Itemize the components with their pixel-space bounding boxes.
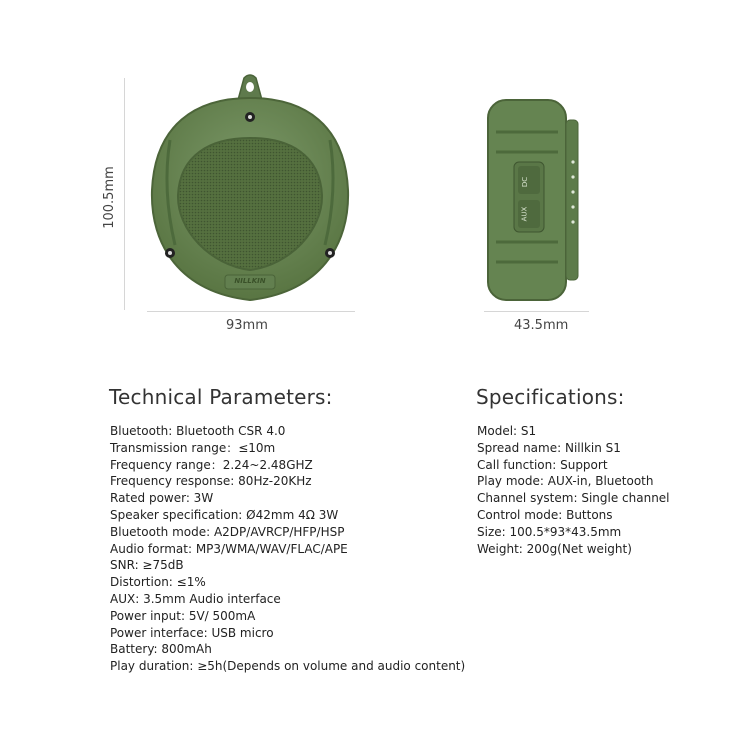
specifications-item: Control mode: Buttons — [477, 507, 613, 522]
technical-item: Rated power: 3W — [110, 491, 214, 506]
specifications-item: Play mode: AUX-in, Bluetooth — [477, 474, 654, 489]
technical-item: Speaker specification: Ø42mm 4Ω 3W — [110, 507, 339, 522]
technical-item: Play duration: ≥5h(Depends on volume and audio content) — [110, 659, 466, 674]
height-dimension-label: 100.5mm — [101, 166, 117, 229]
brand-mark: NILLKIN — [234, 277, 266, 285]
technical-item: Bluetooth mode: A2DP/AVRCP/HFP/HSP — [110, 524, 345, 539]
speaker-front-image — [140, 70, 360, 310]
technical-item: Power input: 5V/ 500mA — [110, 608, 256, 623]
specifications-item: Spread name: Nillkin S1 — [477, 440, 621, 455]
technical-item: Audio format: MP3/WMA/WAV/FLAC/APE — [110, 541, 348, 556]
technical-parameters-title: Technical Parameters: — [109, 385, 333, 409]
side-label-dc: DC — [521, 176, 530, 188]
technical-item: Power interface: USB micro — [110, 625, 274, 640]
specifications-item: Call function: Support — [477, 457, 608, 472]
specifications-list — [477, 423, 670, 557]
technical-item: Frequency response: 80Hz-20KHz — [110, 474, 312, 489]
speaker-side-image — [478, 92, 598, 307]
width-dimension-line — [147, 311, 355, 312]
specifications-item: Channel system: Single channel — [477, 491, 670, 506]
technical-item: Frequency range：2.24~2.48GHZ — [110, 457, 313, 472]
depth-dimension-label: 43.5mm — [514, 318, 569, 333]
technical-item: Distortion: ≤1% — [110, 575, 206, 590]
side-label-aux: AUX — [520, 206, 529, 222]
technical-item: Transmission range：≤10m — [110, 440, 276, 455]
width-dimension-label: 93mm — [226, 318, 268, 333]
specifications-title: Specifications: — [476, 385, 625, 409]
specifications-item: Size: 100.5*93*43.5mm — [477, 524, 622, 539]
technical-parameters-list — [110, 423, 465, 675]
technical-item: AUX: 3.5mm Audio interface — [110, 591, 281, 606]
technical-item: Bluetooth: Bluetooth CSR 4.0 — [110, 424, 286, 438]
technical-item: SNR: ≥75dB — [110, 558, 184, 573]
specifications-item: Weight: 200g(Net weight) — [477, 541, 632, 556]
depth-dimension-line — [484, 311, 589, 312]
technical-item: Battery: 800mAh — [110, 642, 212, 657]
height-dimension-line — [124, 78, 125, 310]
specifications-item: Model: S1 — [477, 424, 537, 438]
